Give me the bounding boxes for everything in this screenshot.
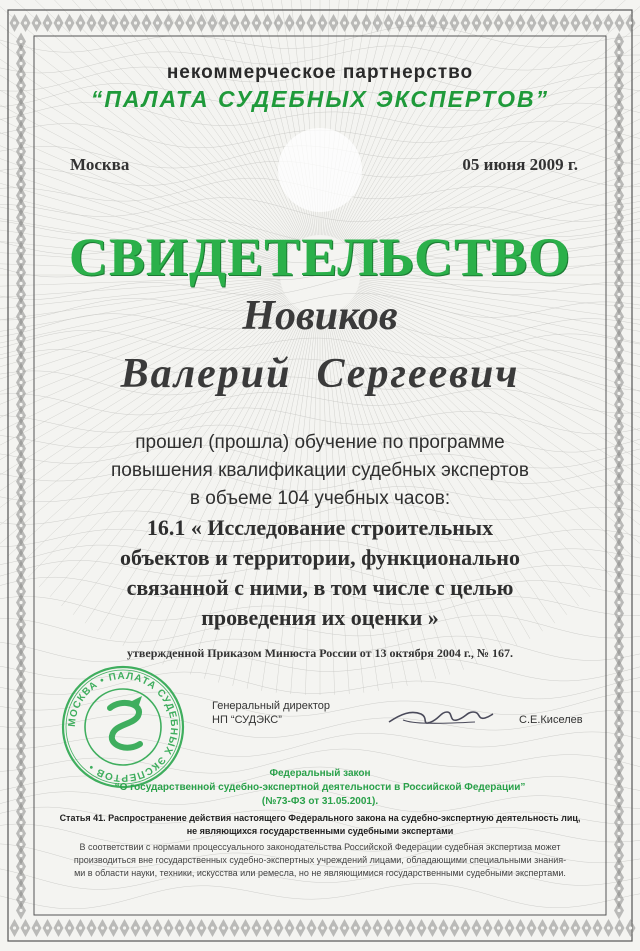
director-title: Генеральный директор [212, 700, 330, 712]
handwritten-signature [385, 700, 495, 735]
org-type: некоммерческое партнерство [166, 62, 474, 83]
org-name: “ПАЛАТА СУДЕБНЫХ ЭКСПЕРТОВ” [90, 86, 550, 112]
law-text: ми в области науки, техники, искусства или ремесла, но не являющимися государственными судебными экспертами. [74, 868, 566, 878]
certificate-title: СВИДЕТЕЛЬСТВО [68, 227, 572, 287]
course-line: проведения их оценки » [201, 605, 439, 630]
law-article: не являющихся государственными судебными экспертами [186, 826, 454, 836]
holder-surname: Новиков [242, 293, 398, 339]
signer-name: С.Е.Киселев [519, 714, 583, 726]
director-org: НП “СУДЭКС” [212, 714, 282, 726]
course-line: объектов и территории, функционально [120, 545, 520, 570]
law-heading: “О государственной судебно-экспертной деятельности в Российской Федерации” [114, 782, 526, 793]
holder-given-names: Валерий Сергеевич [120, 351, 520, 397]
law-heading: Федеральный закон [269, 768, 371, 779]
law-heading: (№73-ФЗ от 31.05.2001). [261, 796, 379, 807]
stamp-ring-text: МОСКВА • ПАЛАТА СУДЕБНЫХ ЭКСПЕРТОВ • [66, 670, 180, 784]
body-line: повышения квалификации судебных экспертов [111, 460, 529, 481]
approval-note: утвержденной Приказом Минюста России от 13 октября 2004 г., № 167. [127, 646, 513, 660]
law-text: производиться вне государственных судебно-экспертных учреждений лицами, обладающими специальными знания- [73, 855, 567, 865]
issue-date: 05 июня 2009 г. [462, 155, 578, 174]
law-article: Статья 41. Распространение действия настоящего Федерального закона на судебно-экспертную деятельность лиц, [59, 813, 581, 823]
body-line: прошел (прошла) обучение по программе [135, 432, 505, 453]
course-line: 16.1 « Исследование строительных [146, 515, 494, 540]
course-line: связанной с ними, в том числе с целью [126, 575, 514, 600]
city: Москва [70, 155, 130, 174]
body-line: в объеме 104 учебных часов: [189, 488, 451, 509]
law-text: В соответствии с нормами процессуального законодательства Российской Федерации судебная экспертиза может [79, 842, 561, 852]
